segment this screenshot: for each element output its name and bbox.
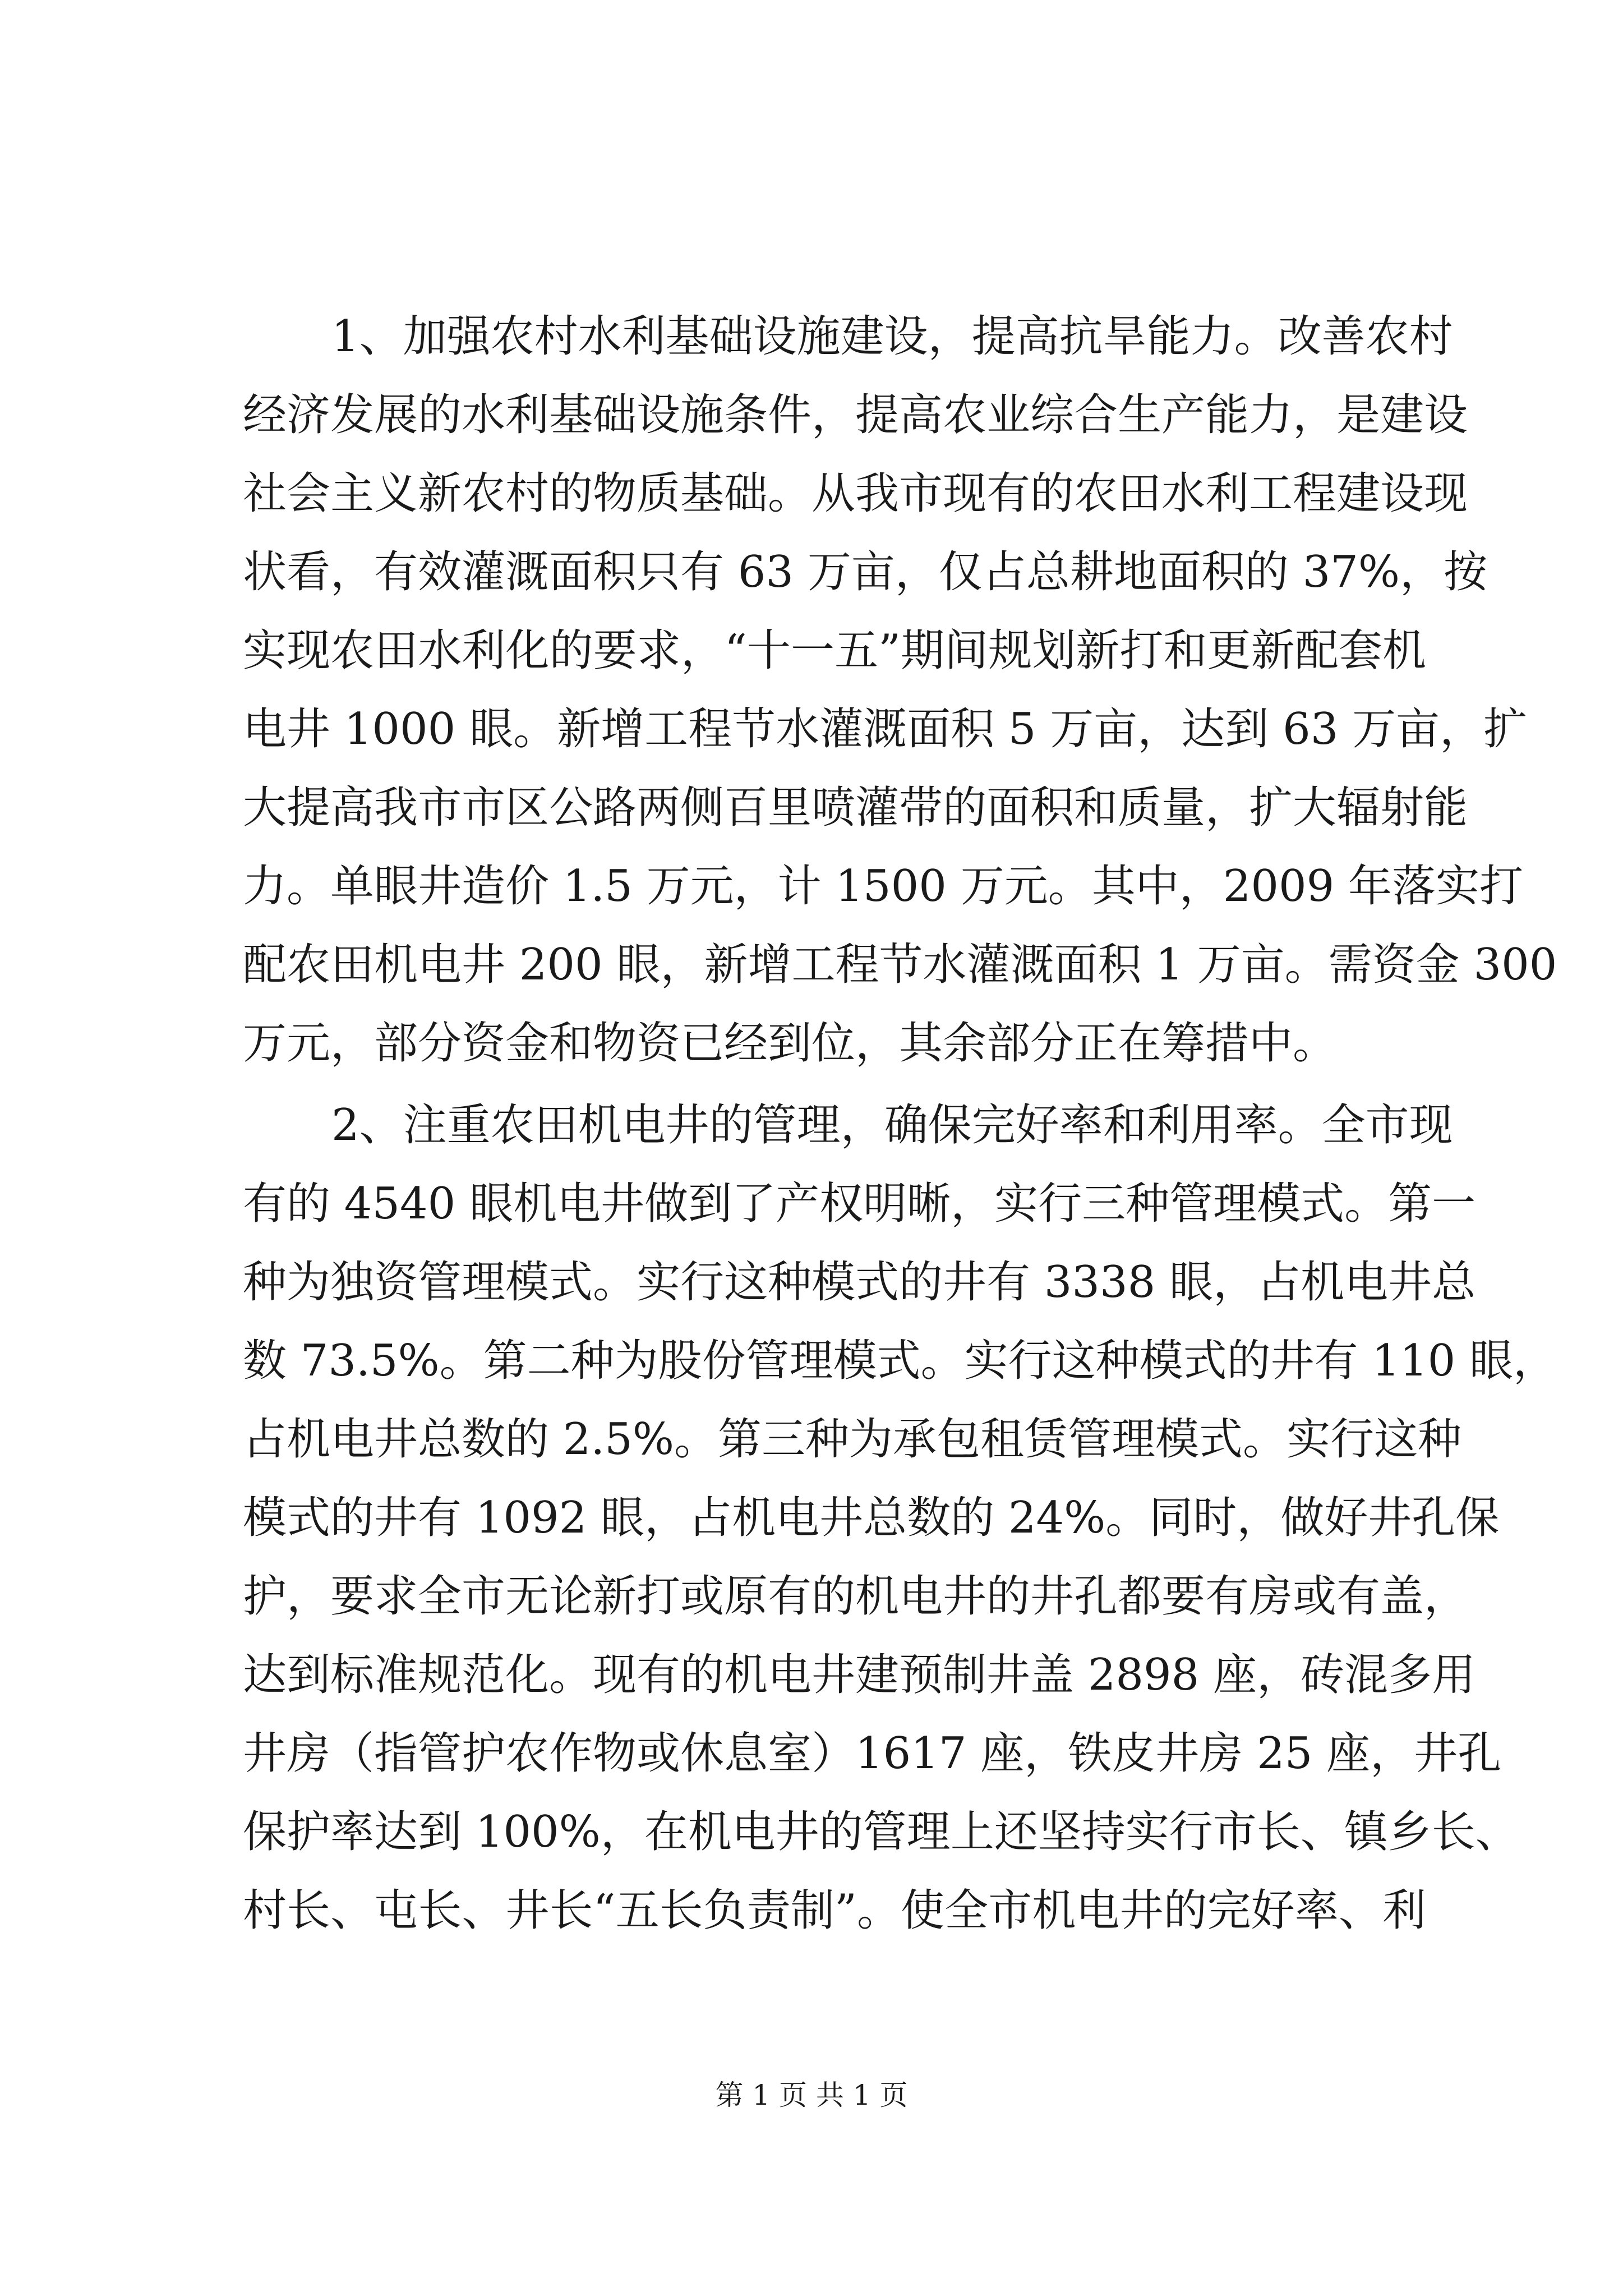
paragraph-line: 实现农田水利化的要求，“十一五”期间规划新打和更新配套机 (243, 625, 1426, 676)
paragraph-line: 达到标准规范化。现有的机电井建预制井盖 2898 座，砖混多用 (243, 1650, 1476, 1700)
paragraph-line: 2、注重农田机电井的管理，确保完好率和利用率。全市现 (331, 1100, 1453, 1151)
paragraph-line: 状看，有效灌溉面积只有 63 万亩，仅占总耕地面积的 37%，按 (243, 547, 1488, 597)
paragraph-line: 经济发展的水利基础设施条件，提高农业综合生产能力，是建设 (243, 390, 1468, 440)
paragraph-line: 占机电井总数的 2.5%。第三种为承包租赁管理模式。实行这种 (243, 1414, 1461, 1465)
paragraph-line: 社会主义新农村的物质基础。从我市现有的农田水利工程建设现 (243, 468, 1468, 519)
paragraph-line: 大提高我市市区公路两侧百里喷灌带的面积和质量，扩大辐射能 (243, 783, 1468, 833)
document-body (243, 297, 1557, 1950)
paragraph-line: 村长、屯长、井长“五长负责制”。使全市机电井的完好率、利 (243, 1885, 1426, 1936)
paragraph-1 (243, 297, 1557, 1083)
paragraph-line: 数 73.5%。第二种为股份管理模式。实行这种模式的井有 110 眼， (243, 1336, 1557, 1386)
paragraph-line: 保护率达到 100%，在机电井的管理上还坚持实行市长、镇乡长、 (243, 1807, 1519, 1857)
paragraph-2 (243, 1086, 1557, 1950)
paragraph-line: 1、加强农村水利基础设施建设，提高抗旱能力。改善农村 (331, 311, 1453, 362)
page-number: 第 1 页 共 1 页 (715, 2079, 908, 2111)
paragraph-line: 种为独资管理模式。实行这种模式的井有 3338 眼，占机电井总 (243, 1257, 1476, 1308)
paragraph-line: 护，要求全市无论新打或原有的机电井的井孔都要有房或有盖， (243, 1571, 1468, 1622)
paragraph-line: 井房（指管护农作物或休息室）1617 座，铁皮井房 25 座，井孔 (243, 1728, 1502, 1779)
page-footer (0, 2076, 1623, 2115)
paragraph-line: 配农田机电井 200 眼，新增工程节水灌溉面积 1 万亩。需资金 300 (243, 940, 1557, 990)
paragraph-line: 万元，部分资金和物资已经到位，其余部分正在筹措中。 (243, 1018, 1337, 1069)
paragraph-line: 有的 4540 眼机电井做到了产权明晰，实行三种管理模式。第一 (243, 1179, 1476, 1229)
paragraph-line: 模式的井有 1092 眼，占机电井总数的 24%。同时，做好井孔保 (243, 1493, 1500, 1543)
paragraph-line: 电井 1000 眼。新增工程节水灌溉面积 5 万亩，达到 63 万亩，扩 (243, 704, 1528, 754)
paragraph-line: 力。单眼井造价 1.5 万元，计 1500 万元。其中，2009 年落实打 (243, 861, 1524, 912)
